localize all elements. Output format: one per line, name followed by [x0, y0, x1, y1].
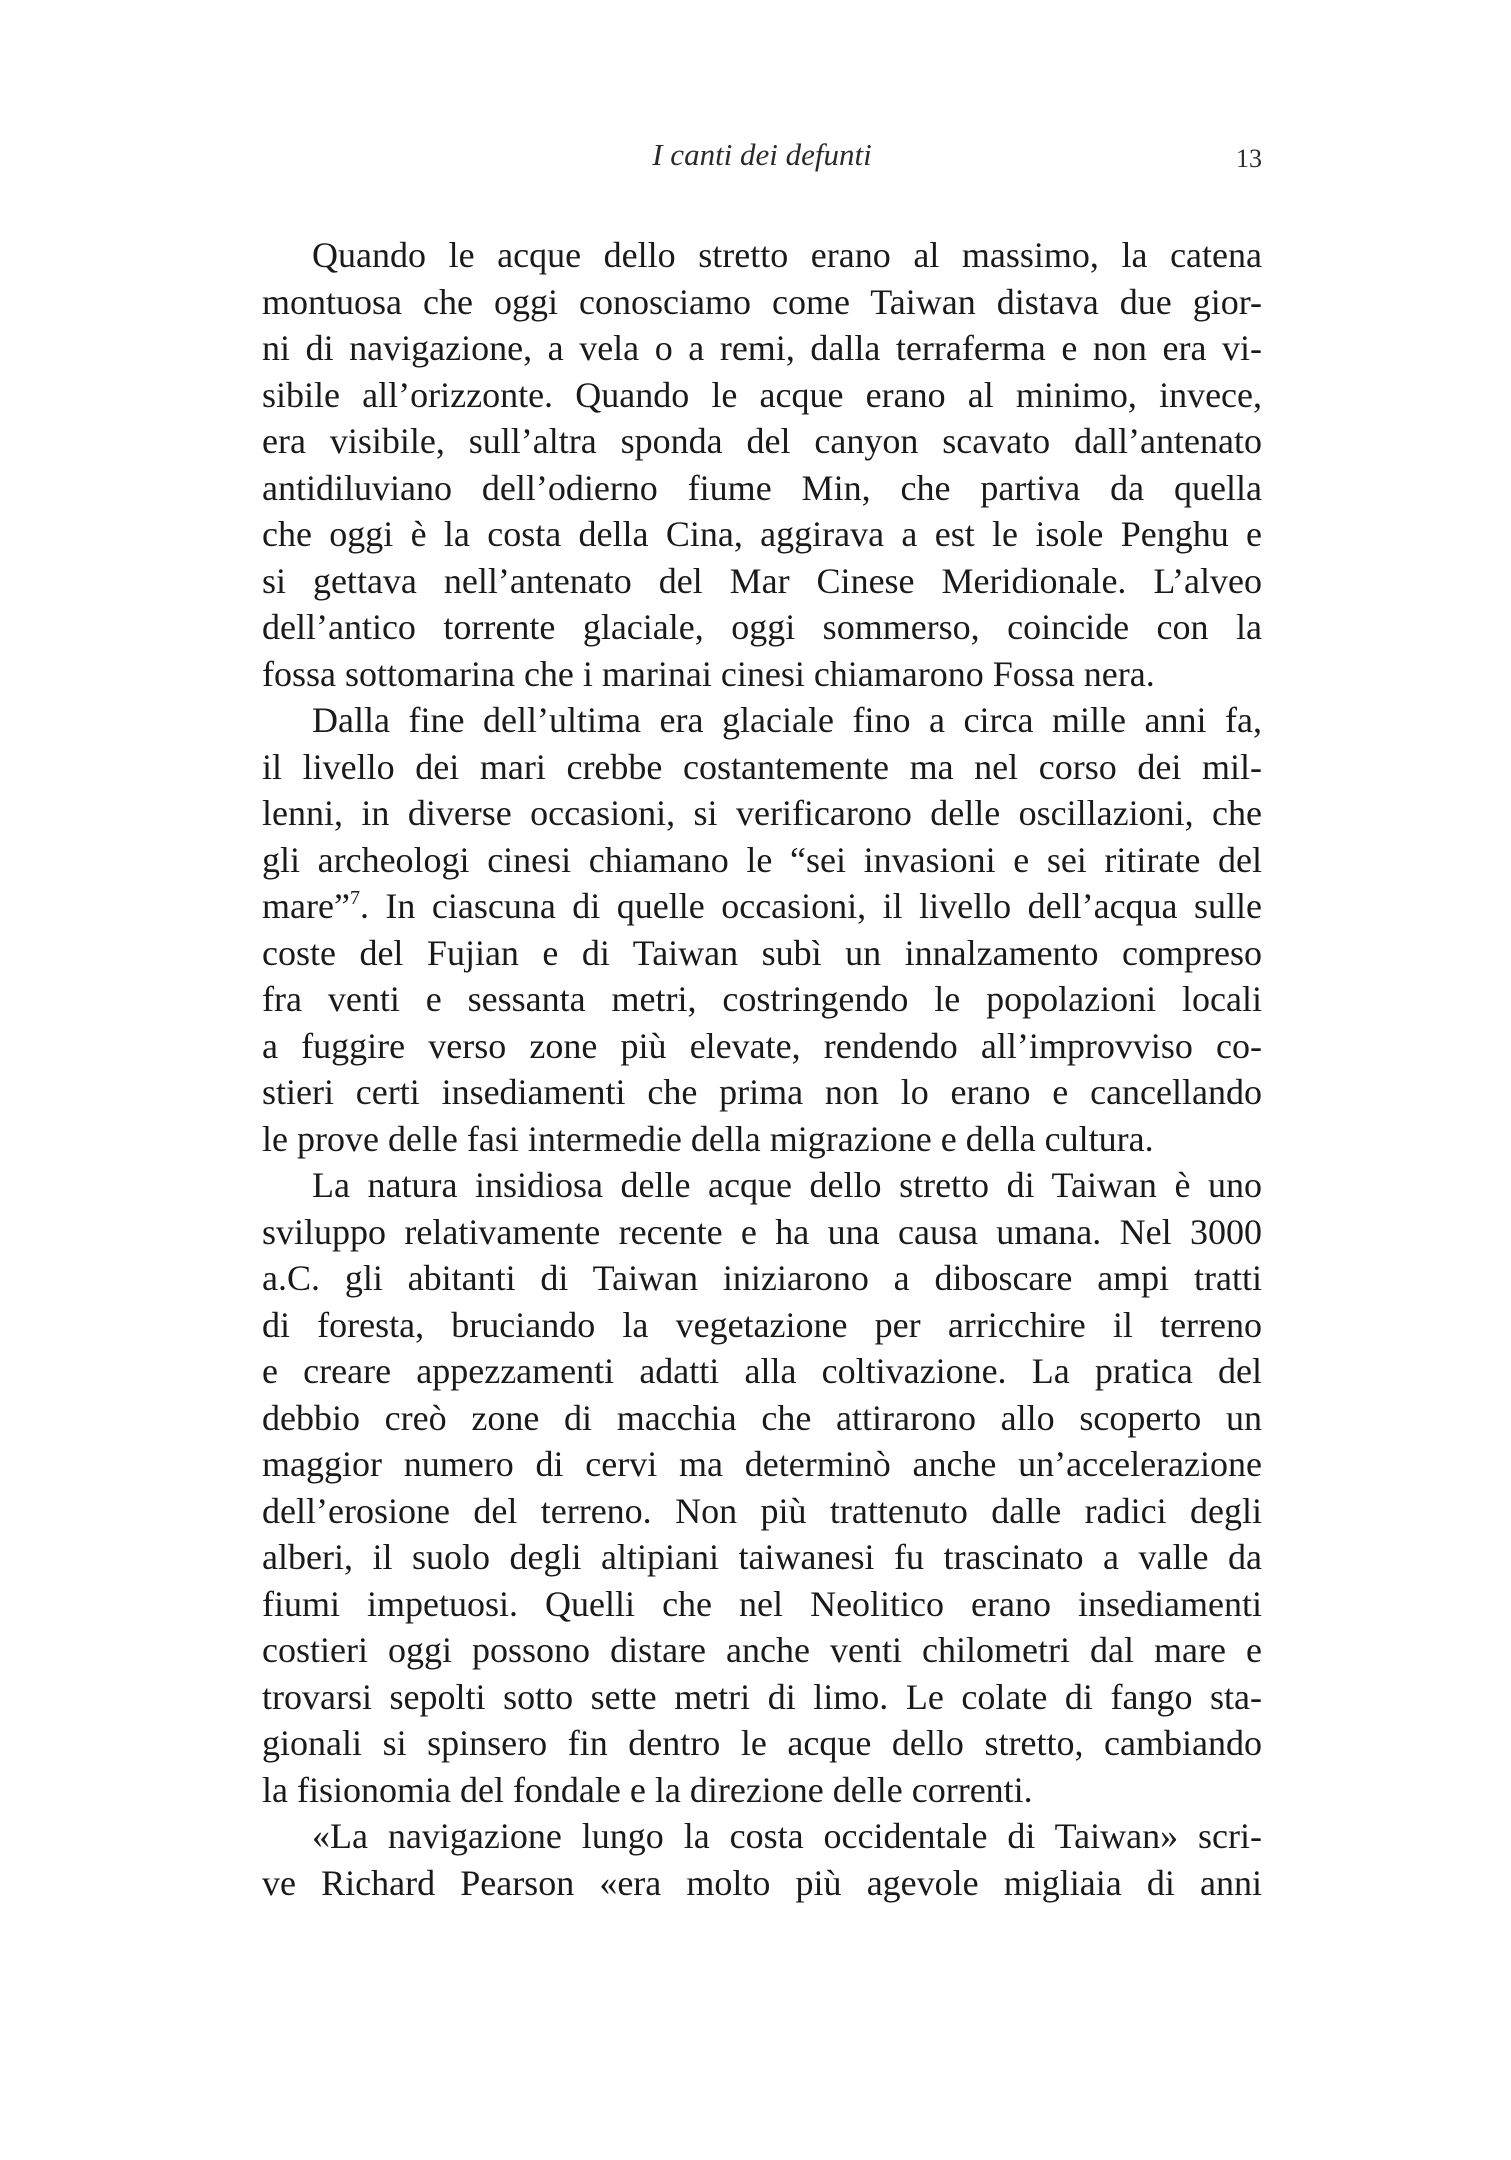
text-line: gionali si spinsero fin dentro le acque dello stretto, cambiando	[262, 1723, 1262, 1763]
text-line	[262, 883, 1262, 930]
running-title: I canti dei defunti	[652, 137, 872, 172]
text-line: si gettava nell’antenato del Mar Cinese Meridionale. L’alveo	[262, 560, 1262, 601]
text-line: e creare appezzamenti adatti alla coltivazione. La pratica del	[262, 1351, 1262, 1391]
page-number: 13	[1236, 144, 1262, 173]
text-line: antidiluviano dell’odierno fiume Min, che partiva da quella	[262, 467, 1262, 508]
text-line: di foresta, bruciando la vegetazione per arricchire il terreno	[262, 1304, 1262, 1345]
paragraph	[262, 697, 1262, 1162]
text-line: sviluppo relativamente recente e ha una causa umana. Nel 3000	[262, 1211, 1262, 1252]
text-line: montuosa che oggi conosciamo come Taiwan distava due gior-	[262, 281, 1262, 322]
text-line: fiumi impetuosi. Quelli che nel Neolitico erano insediamenti	[262, 1583, 1262, 1624]
text-line: a.C. gli abitanti di Taiwan iniziarono a diboscare ampi tratti	[262, 1258, 1262, 1298]
text-line: debbio creò zone di macchia che attirarono allo scoperto un	[262, 1397, 1262, 1438]
paragraph	[262, 1813, 1262, 1906]
text-line: Quando le acque dello stretto erano al massimo, la catena	[312, 235, 1262, 275]
text-line: costieri oggi possono distare anche venti chilometri dal mare e	[262, 1630, 1262, 1670]
text-line: la fisionomia del fondale e la direzione delle correnti.	[262, 1769, 1033, 1810]
text-line: fossa sottomarina che i marinai cinesi chiamarono Fossa nera.	[262, 653, 1155, 694]
text-line: ve Richard Pearson «era molto più agevole migliaia di anni	[262, 1862, 1262, 1903]
text-line: lenni, in diverse occasioni, si verificarono delle oscillazioni, che	[262, 793, 1262, 833]
footnote-reference[interactable]: 7	[349, 887, 360, 909]
text-line: La natura insidiosa delle acque dello stretto di Taiwan è uno	[312, 1165, 1262, 1205]
text-line: «La navigazione lungo la costa occidentale di Taiwan» scri-	[312, 1816, 1262, 1856]
paragraph	[262, 1162, 1262, 1813]
text-line: Dalla fine dell’ultima era glaciale fino a circa mille anni fa,	[312, 700, 1262, 740]
text-fragment: . In ciascuna di quelle occasioni, il livello dell’acqua sulle	[359, 886, 1262, 926]
text-line: gli archeologi cinesi chiamano le “sei invasioni e sei ritirate del	[262, 839, 1262, 880]
text-line: dell’erosione del terreno. Non più trattenuto dalle radici degli	[262, 1490, 1262, 1531]
text-line: le prove delle fasi intermedie della migrazione e della cultura.	[262, 1118, 1154, 1159]
text-line: era visibile, sull’altra sponda del canyon scavato dall’antenato	[262, 421, 1262, 461]
text-line: trovarsi sepolti sotto sette metri di limo. Le colate di fango sta-	[262, 1676, 1262, 1717]
text-line: dell’antico torrente glaciale, oggi sommerso, coincide con la	[262, 607, 1262, 647]
body-text	[262, 232, 1262, 1906]
text-line: ni di navigazione, a vela o a remi, dalla terraferma e non era vi-	[262, 328, 1262, 368]
text-line: stieri certi insediamenti che prima non lo erano e cancellando	[262, 1072, 1262, 1112]
text-line: a fuggire verso zone più elevate, rendendo all’improvviso co-	[262, 1025, 1262, 1066]
text-line: il livello dei mari crebbe costantemente ma nel corso dei mil-	[262, 746, 1262, 787]
running-head	[262, 130, 1262, 180]
text-line: sibile all’orizzonte. Quando le acque erano al minimo, invece,	[262, 374, 1262, 415]
text-line: maggior numero di cervi ma determinò anche un’accelerazione	[262, 1444, 1262, 1484]
text-line: che oggi è la costa della Cina, aggirava a est le isole Penghu e	[262, 514, 1262, 554]
text-line: coste del Fujian e di Taiwan subì un innalzamento compreso	[262, 932, 1262, 973]
text-line: alberi, il suolo degli altipiani taiwanesi fu trascinato a valle da	[262, 1537, 1262, 1577]
text-line: fra venti e sessanta metri, costringendo le popolazioni locali	[262, 979, 1262, 1019]
paragraph	[262, 232, 1262, 697]
text-fragment: mare”	[262, 886, 350, 926]
